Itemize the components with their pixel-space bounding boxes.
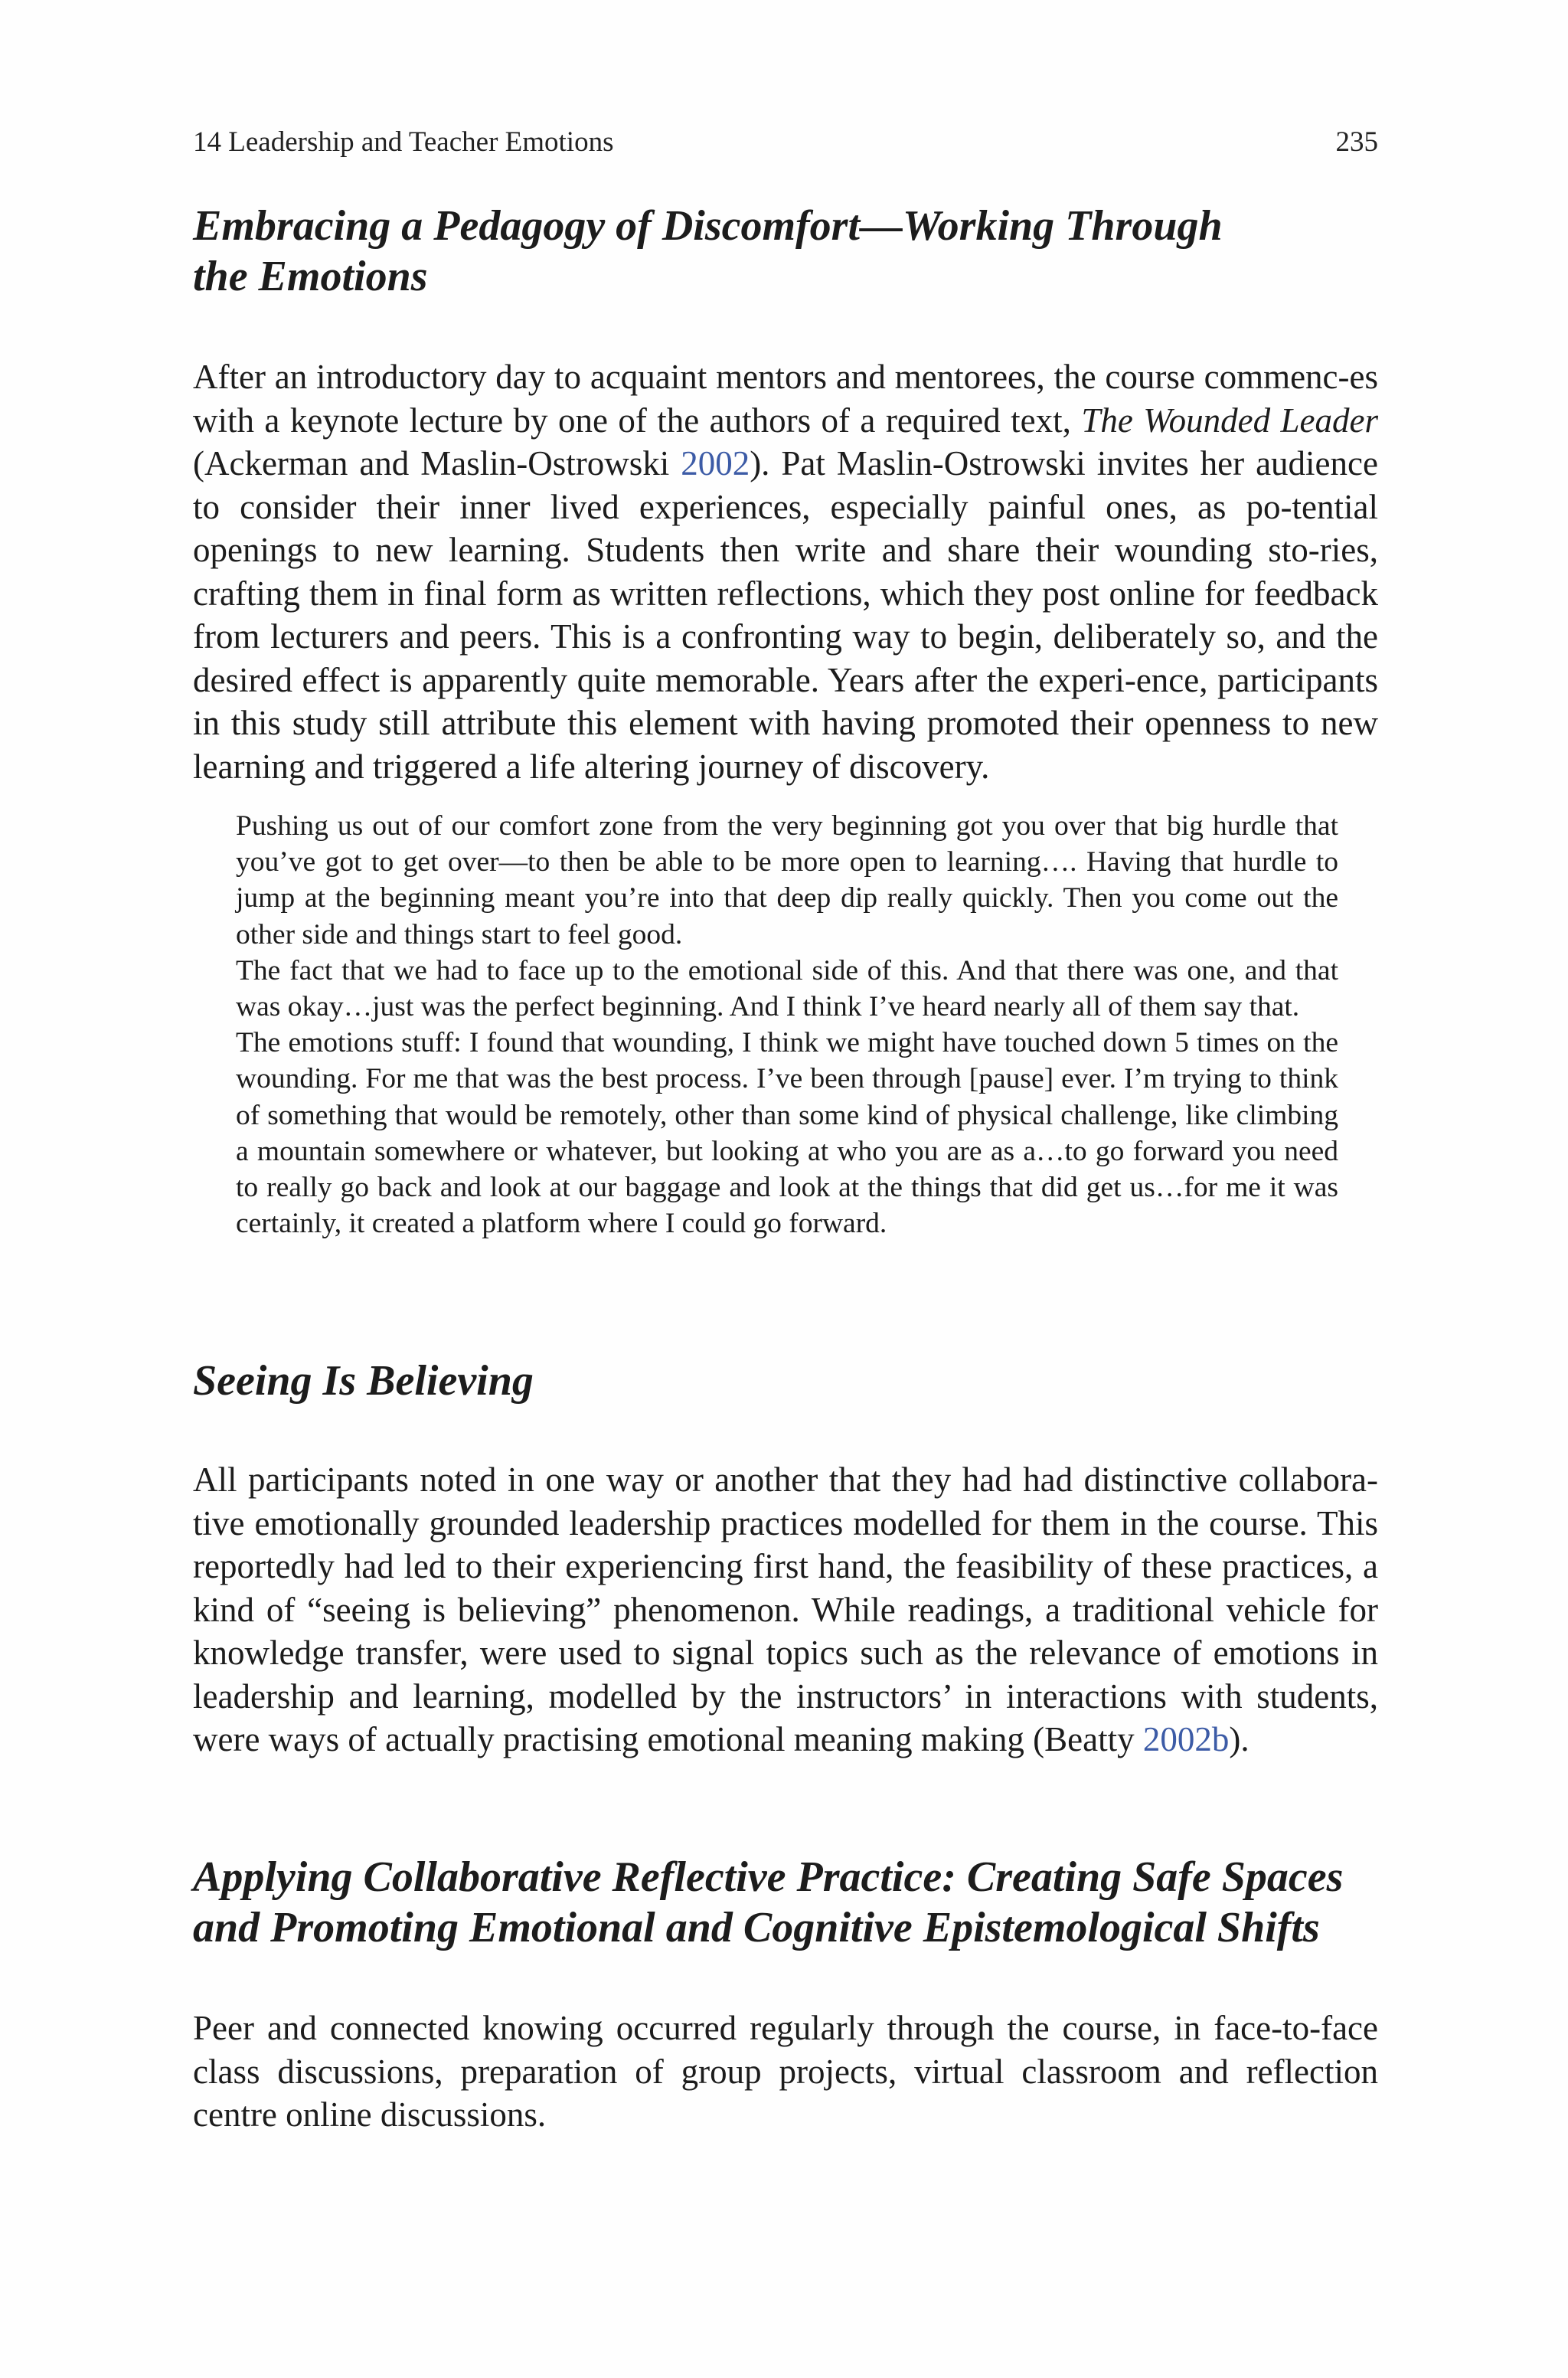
citation-link[interactable]: 2002 (681, 444, 750, 482)
block-quote: The fact that we had to face up to the emotional side of this. And that there was one, and that was okay…just was the perfect beginning. And I think I’ve heard nearly all of them say that. (236, 954, 1338, 1023)
participant-quotes (236, 808, 1338, 1241)
chapter-title: 14 Leadership and Teacher Emotions (193, 126, 614, 158)
section-heading: Seeing Is Believing (193, 1357, 534, 1405)
paragraph-introductory-day (193, 355, 1378, 788)
heading-line: and Promoting Emotional and Cognitive Epistemological Shifts (193, 1904, 1320, 1951)
citation-link[interactable]: 2002b (1142, 1720, 1230, 1758)
text-run: All participants noted in one way or another that they had had distinctive collabora-tive emotionally grounded leadership practices modelled for them in the course. This reportedly had led to their experiencing first hand, the feasibility of these practices, a kind of “seeing is believing” phenomenon. While readings, a traditional vehicle for knowledge transfer, were used to signal topics such as the relevance of emotions in leadership and learning, modelled by the instructors’ in interactions with students, were ways of actually practising emotional meaning making (Beatty (193, 1460, 1378, 1758)
block-quote: Pushing us out of our comfort zone from the very beginning got you over that big hurdle that you’ve got to get over—to then be able to be more open to learning…. Having that hurdle to jump at the beginning meant you’re into that deep dip really quickly. Then you come out the other side and things start to feel good. (236, 810, 1338, 950)
block-quote: The emotions stuff: I found that wounding, I think we might have touched down 5 times on the wounding. For me that was the best process. I’ve been through [pause] ever. I’m trying to think of something that would be remotely, other than some kind of physical challenge, like climbing a mountain somewhere or whatever, but looking at who you are as a…to go forward you need to really go back and look at our baggage and look at the things that did get us…for me it was certainly, it created a platform where I could go forward. (236, 1027, 1338, 1240)
paragraph-seeing-is-believing (193, 1458, 1378, 1761)
text-run: ). Pat Maslin-Ostrowski invites her audience to consider their inner lived experiences, especially painful ones, as po-tential openings to new learning. Students then write and share their wounding sto-ries, crafting them in final form as written reflections, which they post online for feedback from lecturers and peers. This is a confronting way to begin, deliberately so, and the desired effect is apparently quite memorable. Years after the experi-ence, participants in this study still attribute this element with having promoted their openness to new learning and triggered a life altering journey of discovery. (193, 444, 1378, 786)
section-heading (193, 1852, 1378, 1953)
section-heading (193, 201, 1378, 302)
section-heading-collaborative-reflective-practice (193, 1852, 1378, 1953)
body-paragraph (193, 1458, 1378, 1761)
section-heading-pedagogy-of-discomfort (193, 201, 1378, 302)
heading-line: Embracing a Pedagogy of Discomfort—Working Through (193, 202, 1223, 250)
body-paragraph (193, 355, 1378, 788)
heading-line: the Emotions (193, 253, 428, 300)
text-run: ). (1229, 1720, 1250, 1758)
text-run: After an introductory day to acquaint mentors and mentorees, the course commenc-es with a keynote lecture by one of the authors of a required text, (193, 358, 1378, 440)
body-paragraph: Peer and connected knowing occurred regularly through the course, in face-to-face class discussions, preparation of group projects, virtual classroom and reflection centre online discussions. (193, 2009, 1378, 2134)
heading-line: Applying Collaborative Reflective Practice: Creating Safe Spaces (193, 1853, 1344, 1901)
paragraph-peer-knowing (193, 2007, 1378, 2137)
section-heading-seeing-is-believing (193, 1356, 1378, 1406)
text-run: (Ackerman and Maslin-Ostrowski (193, 444, 681, 482)
page-number: 235 (1335, 126, 1378, 158)
book-title: The Wounded Leader (1081, 401, 1378, 440)
